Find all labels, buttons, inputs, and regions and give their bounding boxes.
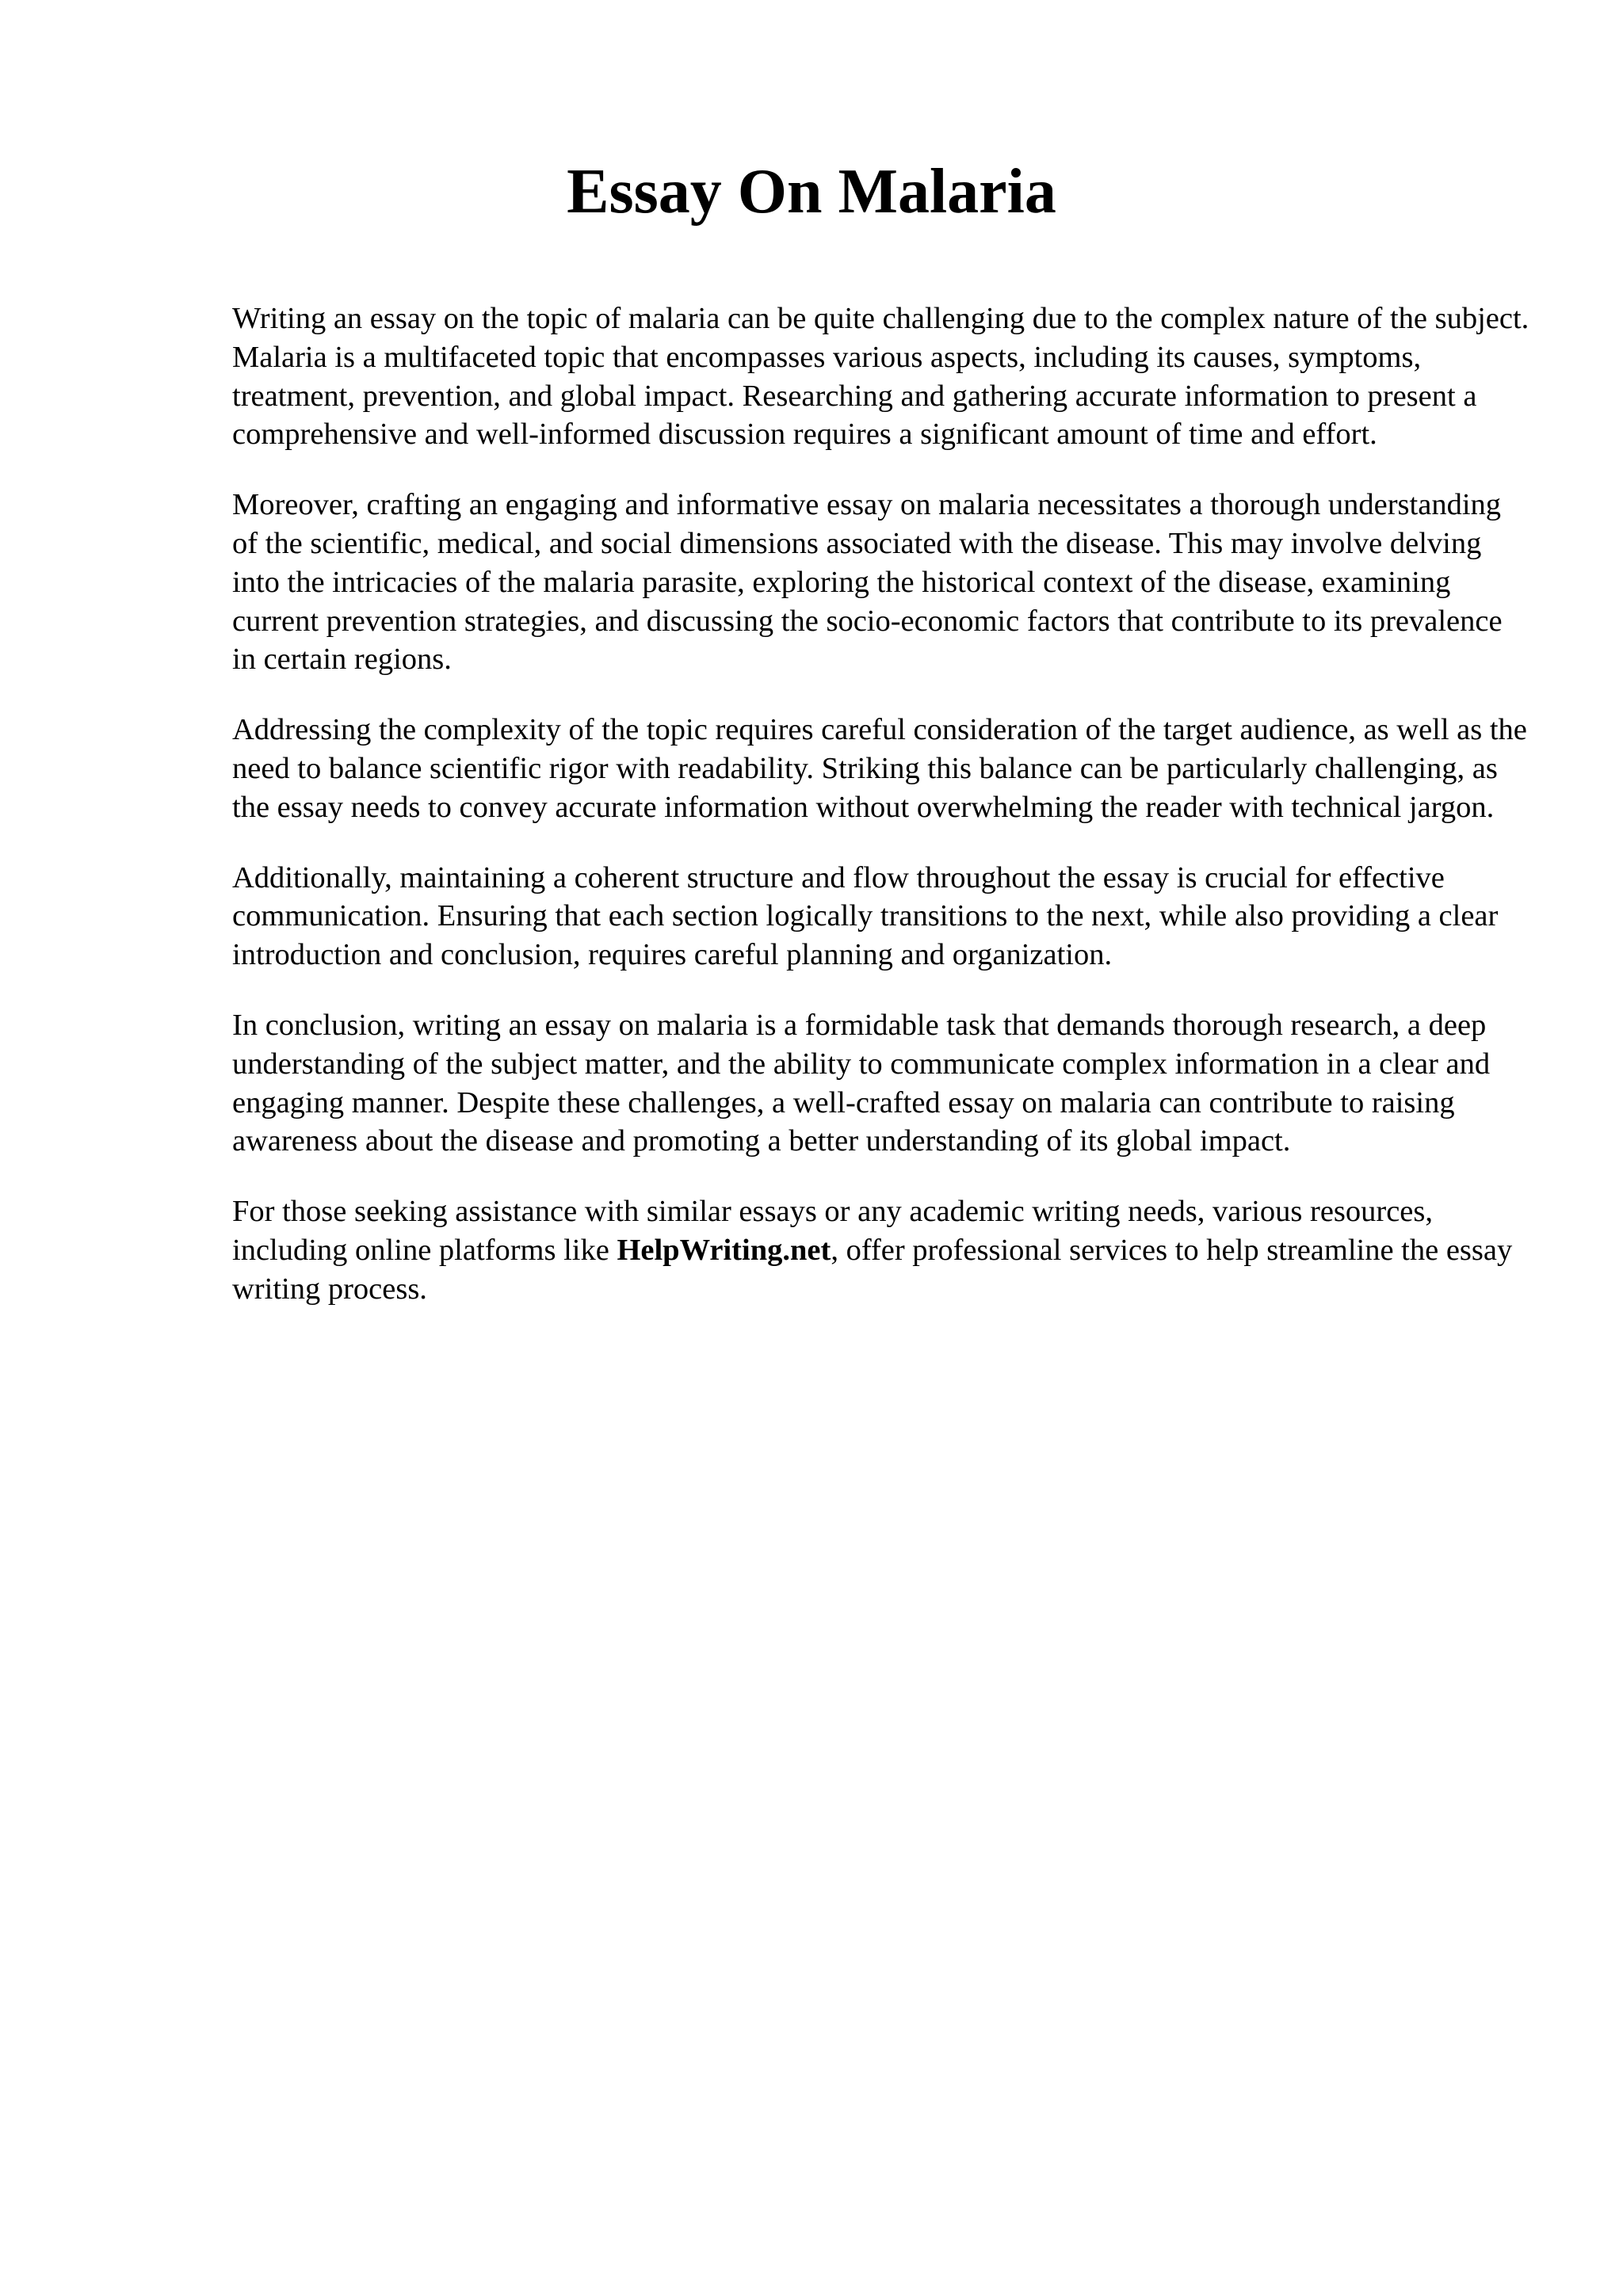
paragraph-4: Additionally, maintaining a coherent structure and flow throughout the essay is crucial for effective communication. Ensuring that each section logically transitions to the next, while also providing a clear introduction and conclusion, requires careful planning and organization. <box>232 860 1499 972</box>
page-title: Essay On Malaria <box>567 157 1056 227</box>
paragraph-2: Moreover, crafting an engaging and informative essay on malaria necessitates a thorough understanding of the scientific, medical, and social dimensions associated with the disease. This may involve delving into the intricacies of the malaria parasite, exploring the historical context of the disease, examining current prevention strategies, and discussing the socio-economic factors that contribute to its prevalence in certain regions. <box>232 488 1503 677</box>
paragraph-6 <box>232 1192 1532 1308</box>
paragraph-6-lead-text: For those seeking assistance with similar essays or any academic writing needs, various resources, including online platforms like <box>232 1195 1433 1267</box>
helpwriting-link[interactable]: HelpWriting.net <box>617 1233 831 1267</box>
essay-body <box>232 299 1532 1341</box>
paragraph-5: In conclusion, writing an essay on malaria is a formidable task that demands thorough research, a deep understanding of the subject matter, and the ability to communicate complex information in a clear and engaging manner. Despite these challenges, a well-crafted essay on malaria can contribute to raising awareness about the disease and promoting a better understanding of its global impact. <box>232 1008 1491 1158</box>
paragraph-6-tail-text: , offer professional services to help streamline the essay writing process. <box>232 1233 1513 1306</box>
paragraph-1: Writing an essay on the topic of malaria can be quite challenging due to the complex nature of the subject. Malaria is a multifaceted topic that encompasses various aspects, including its causes, symptoms, treatment, prevention, and global impact. Researching and gathering accurate information to present a comprehensive and well-informed discussion requires a significant amount of time and effort. <box>232 302 1529 452</box>
paragraph-3: Addressing the complexity of the topic requires careful consideration of the target audience, as well as the need to balance scientific rigor with readability. Striking this balance can be particularly challenging, as the essay needs to convey accurate information without overwhelming the reader with technical jargon. <box>232 713 1527 824</box>
